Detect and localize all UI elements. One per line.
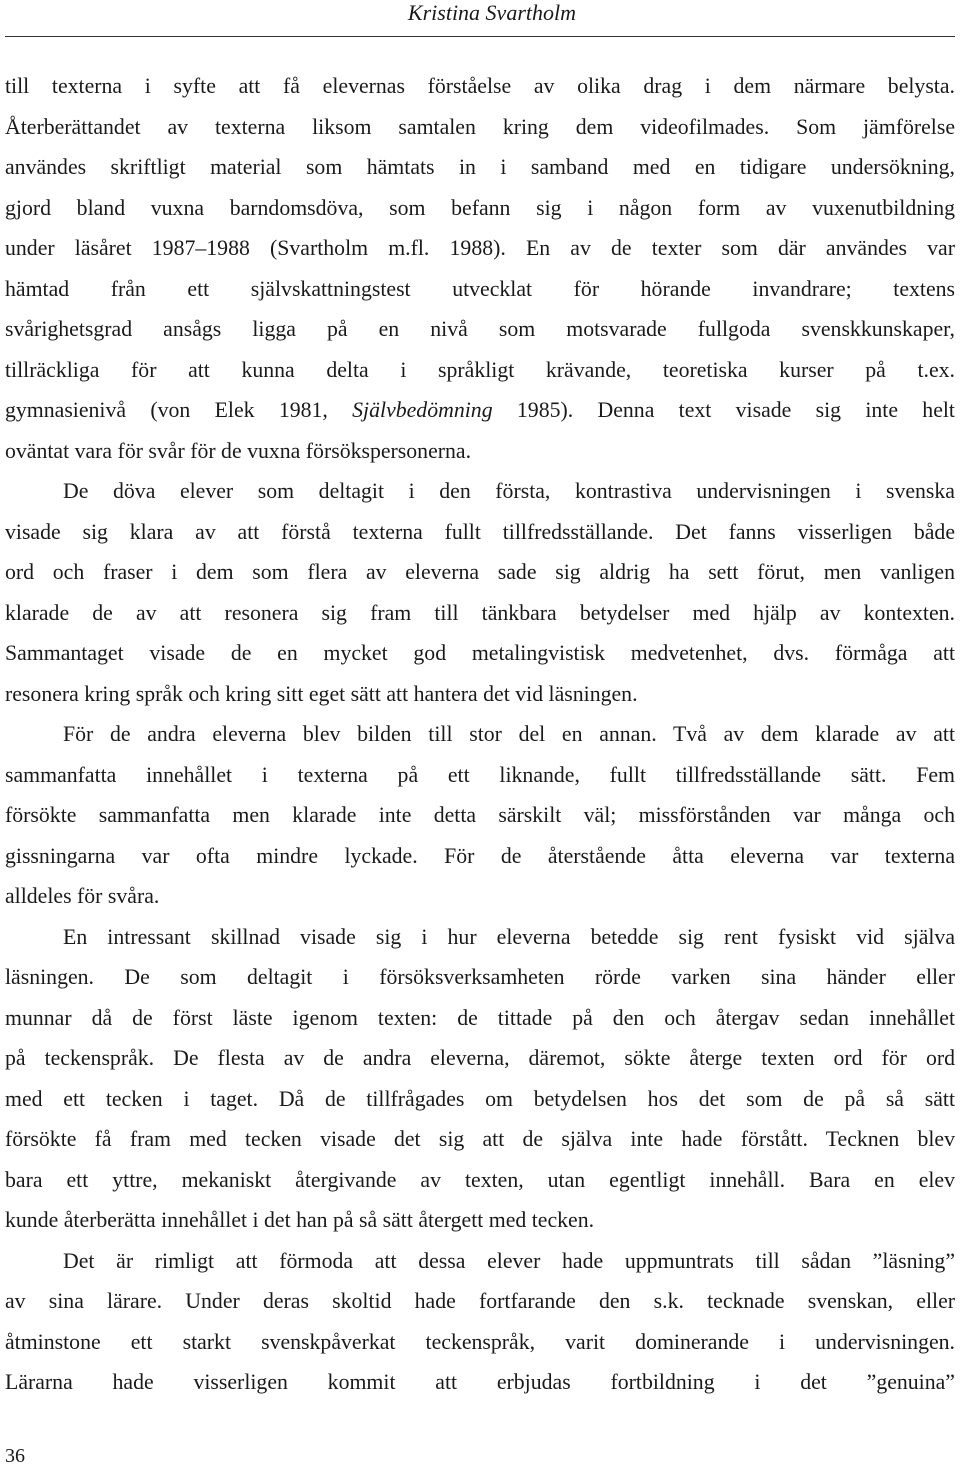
text-line: För de andra eleverna blev bilden till stor del en annan. Två av dem klarade av att: [63, 722, 955, 746]
text-segment: gymnasienivå (von Elek 1981,: [5, 398, 353, 422]
text-line: ord och fraser i dem som flera av eleverna sade sig aldrig ha sett förut, men vanligen: [5, 560, 955, 584]
text-line: sammanfatta innehållet i texterna på ett liknande, fullt tillfredsställande sätt. Fem: [5, 762, 955, 787]
text-line: alldeles för svåra.: [5, 884, 160, 908]
italic-title: Självbedömning: [352, 398, 493, 422]
header-divider: [5, 36, 955, 37]
running-header-author: Kristina Svartholm: [407, 0, 576, 25]
text-line: av sina lärare. Under deras skoltid hade fortfarande den s.k. tecknade svenskan, eller: [5, 1289, 955, 1313]
paragraph-2: [5, 471, 955, 714]
text-line: klarade de av att resonera sig fram till tänkbara betydelser med hjälp av kontexten.: [5, 600, 955, 625]
text-line: svårighetsgrad ansågs ligga på en nivå som motsvarade fullgoda svenskkunskaper,: [5, 317, 955, 341]
text-line: användes skriftligt material som hämtats in i samband med en tidigare undersökning,: [5, 155, 955, 179]
text-line: bara ett yttre, mekaniskt återgivande av texten, utan egentligt innehåll. Bara en elev: [5, 1167, 955, 1192]
text-line: på teckenspråk. De flesta av de andra eleverna, däremot, sökte återge texten ord för ord: [5, 1046, 955, 1070]
text-segment: 1985). Denna text visade sig inte helt: [492, 398, 955, 422]
text-line: oväntat vara för svår för de vuxna försökspersonerna.: [5, 438, 472, 463]
text-line: gissningarna var ofta mindre lyckade. För de återstående åtta eleverna var texterna: [5, 843, 955, 868]
text-line: Sammantaget visade de en mycket god metalingvistisk medvetenhet, dvs. förmåga att: [5, 641, 955, 665]
text-line: försökte få fram med tecken visade det sig att de själva inte hade förstått. Tecknen blev: [5, 1127, 955, 1151]
paragraph-3: [5, 714, 955, 917]
text-line: hämtad från ett självskattningstest utvecklat för hörande invandrare; textens: [5, 276, 955, 301]
text-line: gjord bland vuxna barndomsdöva, som befann sig i någon form av vuxenutbildning: [5, 195, 955, 220]
text-line: kunde återberätta innehållet i det han på så sätt återgett med tecken.: [5, 1208, 595, 1232]
running-header: [0, 0, 960, 40]
text-line: resonera kring språk och kring sitt eget sätt att hantera det vid läsningen.: [5, 681, 638, 706]
text-line: Återberättandet av texterna liksom samtalen kring dem videofilmades. Som jämförelse: [5, 114, 955, 139]
text-line: De döva elever som deltagit i den första, kontrastiva undervisningen i svenska: [63, 479, 955, 503]
text-line: Lärarna hade visserligen kommit att erbjudas fortbildning i det ”genuina”: [5, 1370, 955, 1394]
text-line: försökte sammanfatta men klarade inte detta särskilt väl; missförstånden var många och: [5, 803, 955, 827]
text-line: En intressant skillnad visade sig i hur eleverna betedde sig rent fysiskt vid själva: [63, 924, 955, 949]
text-line: tillräckliga för att kunna delta i språkligt krävande, teoretiska kurser på t.ex.: [5, 357, 955, 382]
text-line-with-citation: [5, 390, 955, 431]
text-line: munnar då de först läste igenom texten: de tittade på den och återgav sedan innehållet: [5, 1005, 955, 1030]
text-line: Det är rimligt att förmoda att dessa elever hade uppmuntrats till sådan ”läsning”: [63, 1248, 955, 1273]
paragraph-5: [5, 1241, 955, 1403]
page-number: 36: [5, 1445, 25, 1467]
text-line: åtminstone ett starkt svenskpåverkat teckenspråk, varit dominerande i undervisningen.: [5, 1329, 955, 1354]
body-text: [5, 66, 955, 1403]
text-line: med ett tecken i taget. Då de tillfrågades om betydelsen hos det som de på så sätt: [5, 1086, 955, 1111]
text-line: under läsåret 1987–1988 (Svartholm m.fl. 1988). En av de texter som där användes var: [5, 236, 955, 260]
text-line: läsningen. De som deltagit i försöksverksamheten rörde varken sina händer eller: [5, 965, 955, 989]
paragraph-4: [5, 917, 955, 1241]
paragraph-1: [5, 66, 955, 471]
text-line: till texterna i syfte att få elevernas förståelse av olika drag i dem närmare belysta.: [5, 74, 955, 98]
text-line: visade sig klara av att förstå texterna fullt tillfredsställande. Det fanns visserligen både: [5, 519, 955, 544]
